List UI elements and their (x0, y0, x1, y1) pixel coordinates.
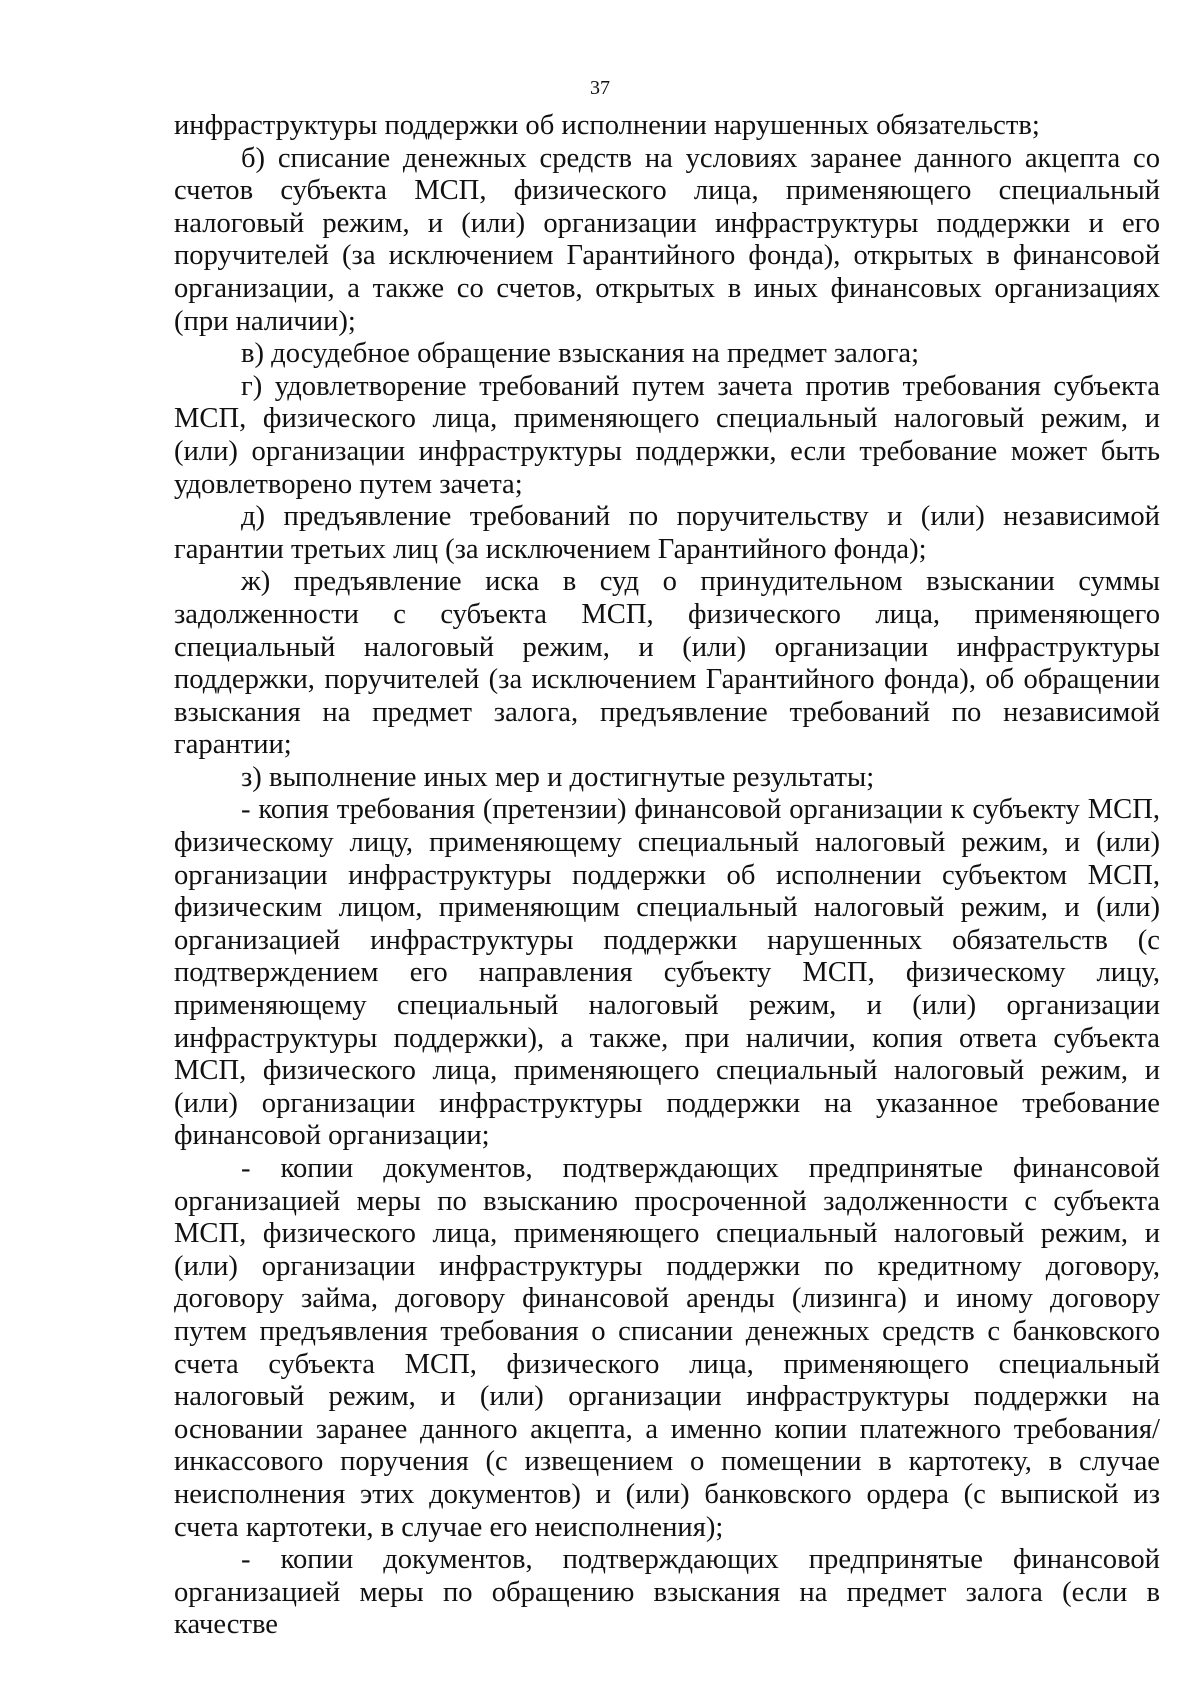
paragraph-dash-3: - копии документов, подтверждающих предпринятые финансовой организацией меры по обращению взыскания на предмет залога (если в качестве (174, 1544, 1160, 1641)
page-number: 37 (590, 77, 610, 99)
body-text (174, 110, 1160, 1642)
paragraph-item-b: б) списание денежных средств на условиях заранее данного акцепта со счетов субъекта МСП, физического лица, применяющего специальный налоговый режим, и (или) организации инфраструктуры поддержки и его поручителей (за исключением Гарантийного фонда), открытых в финансовой организации, а также со счетов, открытых в иных финансовых организациях (при наличии); (174, 142, 1160, 337)
paragraph-item-v: в) досудебное обращение взыскания на предмет залога; (241, 338, 920, 370)
paragraph-item-d: д) предъявление требований по поручительству и (или) независимой гарантии третьих лиц (за исключением Гарантийного фонда); (174, 501, 1160, 565)
paragraph-item-g: г) удовлетворение требований путем зачета против требования субъекта МСП, физического лица, применяющего специальный налоговый режим, и (или) организации инфраструктуры поддержки, если требование может быть удовлетворено путем зачета; (174, 370, 1160, 500)
paragraph-continuation: инфраструктуры поддержки об исполнении нарушенных обязательств; (174, 110, 1040, 141)
paragraph-dash-1: - копия требования (претензии) финансовой организации к субъекту МСП, физическому лицу, применяющему специальный налоговый режим, и (или) организации инфраструктуры поддержки об исполнении субъектом МСП, физическим лицом, применяющим специальный налоговый режим, и (или) организацией инфраструктуры поддержки нарушенных обязательств (с подтверждением его направления субъекту МСП, физическому лицу, применяющему специальный налоговый режим, и (или) организации инфраструктуры поддержки), а также, при наличии, копия ответа субъекта МСП, физического лица, применяющего специальный налоговый режим, и (или) организации инфраструктуры поддержки на указанное требование финансовой организации; (174, 794, 1160, 1152)
paragraph-dash-2: - копии документов, подтверждающих предпринятые финансовой организацией меры по взысканию просроченной задолженности с субъекта МСП, физического лица, применяющего специальный налоговый режим, и (или) организации инфраструктуры поддержки по кредитному договору, договору займа, договору финансовой аренды (лизинга) и иному договору путем предъявления требования о списании денежных средств с банковского счета субъекта МСП, физического лица, применяющего специальный налоговый режим, и (или) организации инфраструктуры поддержки на основании заранее данного акцепта, а именно копии платежного требования/инкассового поручения (с извещением о помещении в картотеку, в случае неисполнения этих документов) и (или) банковского ордера (с выпиской из счета картотеки, в случае его неисполнения); (174, 1153, 1160, 1543)
paragraph-item-zh: ж) предъявление иска в суд о принудительном взыскании суммы задолженности с субъекта МСП, физического лица, применяющего специальный налоговый режим, и (или) организации инфраструктуры поддержки, поручителей (за исключением Гарантийного фонда), об обращении взыскания на предмет залога, предъявление требований по независимой гарантии; (174, 566, 1160, 761)
paragraph-item-z: з) выполнение иных мер и достигнутые результаты; (241, 761, 875, 793)
